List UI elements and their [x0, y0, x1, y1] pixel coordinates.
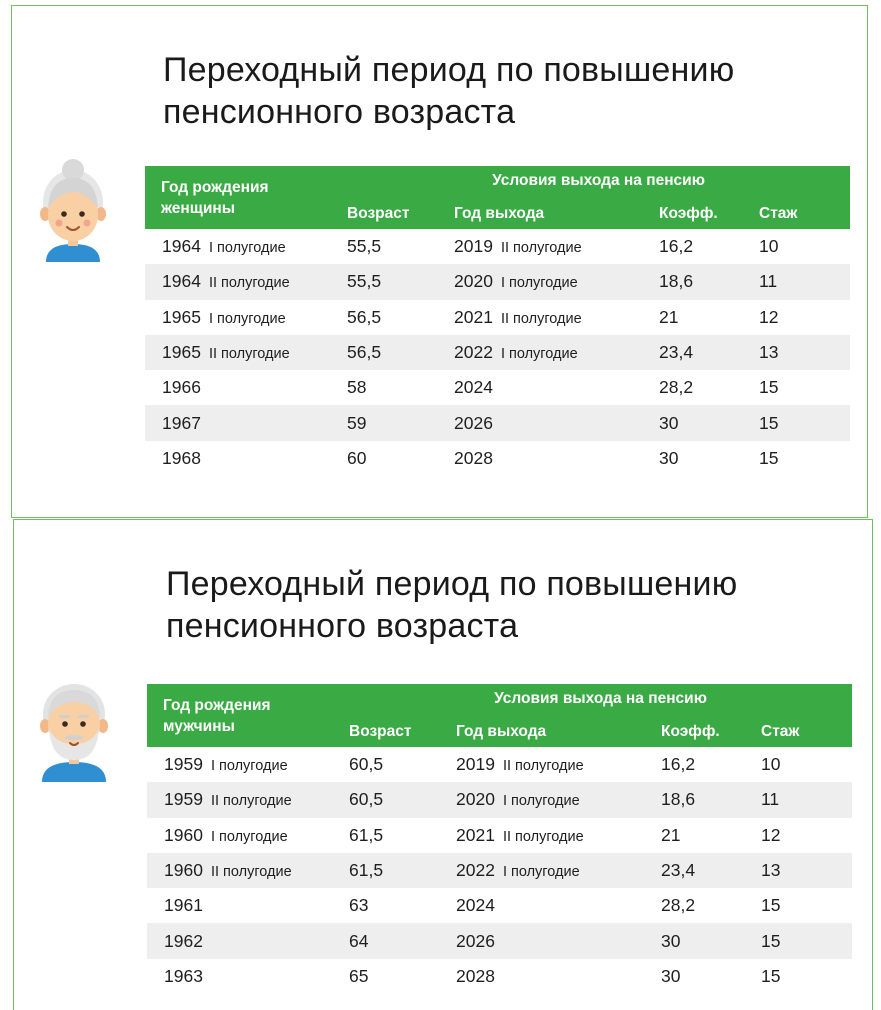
cell-birth: 1964 II полугодие	[145, 264, 347, 299]
cell-age: 64	[349, 923, 456, 958]
cell-birth: 1965 I полугодие	[162, 306, 286, 327]
header-stazh: Стаж	[761, 714, 852, 747]
cell-coef: 18,6	[661, 782, 761, 817]
header-age: Возраст	[349, 714, 456, 747]
women-table	[145, 166, 850, 476]
grandfather-icon	[39, 678, 109, 782]
cell-stazh: 11	[759, 264, 850, 299]
header-stazh: Стаж	[759, 196, 850, 229]
cell-age: 65	[349, 965, 369, 986]
men-panel	[13, 519, 873, 1010]
header-age: Возраст	[347, 196, 454, 229]
men-title-line1: Переходный период по повышению	[166, 565, 738, 603]
cell-stazh: 12	[761, 824, 781, 845]
men-title-line2: пенсионного возраста	[166, 607, 519, 645]
table-row	[145, 229, 850, 264]
cell-stazh: 12	[759, 306, 779, 327]
cell-stazh: 15	[759, 405, 850, 440]
cell-age: 56,5	[347, 335, 454, 370]
cell-stazh: 13	[761, 853, 852, 888]
cell-stazh: 10	[759, 236, 779, 257]
cell-stazh: 11	[761, 782, 852, 817]
women-title-line2: пенсионного возраста	[163, 93, 516, 131]
cell-stazh: 15	[761, 923, 852, 958]
table-row	[145, 264, 850, 299]
cell-year: 2019 II полугодие	[454, 236, 582, 257]
cell-age: 56,5	[347, 306, 382, 327]
table-row	[145, 370, 850, 405]
cell-coef: 23,4	[659, 335, 759, 370]
cell-birth: 1959 II полугодие	[147, 782, 349, 817]
header-year: Год выхода	[454, 196, 659, 229]
cell-coef: 23,4	[661, 853, 761, 888]
cell-year: 2024	[454, 377, 493, 398]
cell-stazh: 15	[761, 965, 781, 986]
cell-coef: 16,2	[661, 754, 696, 775]
cell-year: 2028	[456, 965, 495, 986]
header-conditions: Условия выхода на пенсию	[349, 684, 852, 714]
cell-birth: 1961	[164, 895, 203, 916]
cell-age: 55,5	[347, 236, 382, 257]
cell-age: 59	[347, 405, 454, 440]
header-birth-line1: Год рождения	[163, 697, 271, 714]
header-birth-line2: мужчины	[163, 718, 235, 735]
table-row	[147, 747, 852, 782]
cell-age: 60,5	[349, 782, 456, 817]
grandmother-icon	[38, 158, 108, 262]
cell-stazh: 15	[759, 377, 779, 398]
header-birth	[145, 166, 347, 229]
header-birth-line1: Год рождения	[161, 179, 269, 196]
cell-year: 2026	[456, 923, 661, 958]
men-title	[166, 563, 737, 647]
cell-age: 61,5	[349, 853, 456, 888]
table-row	[145, 335, 850, 370]
cell-coef: 28,2	[659, 377, 694, 398]
header-coef: Коэфф.	[659, 196, 759, 229]
cell-birth: 1960 I полугодие	[164, 824, 288, 845]
cell-year: 2019 II полугодие	[456, 754, 584, 775]
cell-year: 2021 II полугодие	[454, 306, 582, 327]
cell-coef: 30	[661, 923, 761, 958]
cell-stazh: 15	[759, 447, 779, 468]
header-coef: Коэфф.	[661, 714, 761, 747]
cell-birth: 1965 II полугодие	[145, 335, 347, 370]
cell-coef: 21	[661, 824, 681, 845]
cell-birth: 1964 I полугодие	[162, 236, 286, 257]
cell-age: 58	[347, 377, 367, 398]
cell-year: 2022 I полугодие	[454, 335, 659, 370]
header-year: Год выхода	[456, 714, 661, 747]
table-row	[147, 923, 852, 958]
cell-age: 60,5	[349, 754, 384, 775]
cell-stazh: 10	[761, 754, 781, 775]
cell-birth: 1968	[162, 447, 201, 468]
men-table	[147, 684, 852, 994]
cell-age: 55,5	[347, 264, 454, 299]
cell-stazh: 13	[759, 335, 850, 370]
cell-coef: 21	[659, 306, 679, 327]
women-title-line1: Переходный период по повышению	[163, 51, 735, 89]
table-row	[147, 782, 852, 817]
cell-birth: 1967	[145, 405, 347, 440]
cell-year: 2021 II полугодие	[456, 824, 584, 845]
table-row	[145, 405, 850, 440]
table-row	[147, 818, 852, 853]
header-birth-line2: женщины	[161, 200, 235, 217]
cell-birth: 1962	[147, 923, 349, 958]
cell-coef: 16,2	[659, 236, 694, 257]
cell-age: 61,5	[349, 824, 384, 845]
women-panel	[11, 5, 868, 518]
cell-age: 60	[347, 447, 367, 468]
header-conditions: Условия выхода на пенсию	[347, 166, 850, 196]
cell-year: 2020 I полугодие	[454, 264, 659, 299]
cell-coef: 30	[659, 405, 759, 440]
cell-birth: 1959 I полугодие	[164, 754, 288, 775]
table-row	[145, 441, 850, 476]
table-row	[147, 959, 852, 994]
cell-coef: 18,6	[659, 264, 759, 299]
cell-stazh: 15	[761, 895, 781, 916]
cell-year: 2024	[456, 895, 495, 916]
cell-year: 2028	[454, 447, 493, 468]
cell-year: 2022 I полугодие	[456, 853, 661, 888]
cell-coef: 30	[659, 447, 679, 468]
women-title	[163, 49, 734, 133]
table-row	[147, 888, 852, 923]
cell-coef: 28,2	[661, 895, 696, 916]
table-row	[147, 853, 852, 888]
table-row	[145, 300, 850, 335]
cell-birth: 1960 II полугодие	[147, 853, 349, 888]
cell-coef: 30	[661, 965, 681, 986]
header-birth	[147, 684, 349, 747]
cell-birth: 1963	[164, 965, 203, 986]
cell-birth: 1966	[162, 377, 201, 398]
cell-year: 2026	[454, 405, 659, 440]
cell-year: 2020 I полугодие	[456, 782, 661, 817]
cell-age: 63	[349, 895, 369, 916]
